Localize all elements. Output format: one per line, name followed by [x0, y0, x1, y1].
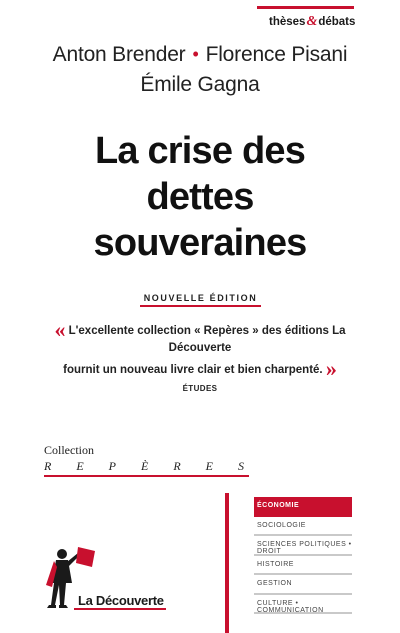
- collection-rule: [44, 475, 249, 477]
- collection-letter: È: [140, 459, 149, 473]
- publisher-logo: [40, 545, 180, 615]
- quote-line: L'excellente collection « Repères » des éditions La Découverte: [68, 325, 346, 354]
- collection-letter: R: [44, 459, 52, 473]
- collection-letter: S: [237, 459, 244, 473]
- collection-label: Collection: [44, 443, 94, 457]
- series-tag: [257, 6, 354, 30]
- quote-source: ÉTUDES: [182, 384, 218, 393]
- publisher-name: La Découverte: [78, 593, 164, 608]
- subject-item-economie: ÉCONOMIE: [254, 497, 352, 517]
- quote-line: fournit un nouveau livre clair et bien charpenté.: [63, 364, 323, 376]
- collection-letter: P: [108, 459, 116, 473]
- series-part2: débats: [318, 16, 356, 28]
- series-ampersand: &: [306, 14, 318, 29]
- author-name: Anton Brender: [52, 43, 186, 66]
- collection-name: [44, 459, 249, 474]
- subject-item-sociologie: SOCIOLOGIE: [254, 517, 352, 537]
- press-quote: [50, 318, 350, 397]
- title-line: dettes: [146, 176, 254, 218]
- author-name: Émile Gagna: [140, 73, 260, 96]
- authors: [0, 40, 400, 100]
- quote-close-mark: »: [325, 356, 337, 381]
- series-part1: thèses: [269, 16, 306, 28]
- collection-letter: E: [205, 459, 213, 473]
- subjects-accent-bar: [225, 493, 229, 633]
- publisher-rule: [74, 608, 166, 610]
- subject-item-gestion: GESTION: [254, 575, 352, 595]
- edition-label: NOUVELLE ÉDITION: [140, 293, 261, 307]
- collection-letter: R: [173, 459, 181, 473]
- subject-item-sciences-politiques: SCIENCES POLITIQUES • DROIT: [254, 536, 352, 556]
- subjects-list: [254, 497, 352, 614]
- quote-open-mark: «: [54, 317, 66, 342]
- title-line: La crise des: [94, 130, 306, 172]
- author-separator: •: [192, 44, 199, 64]
- collection-letter: E: [76, 459, 84, 473]
- author-name: Florence Pisani: [205, 43, 348, 66]
- subject-item-culture: CULTURE • COMMUNICATION: [254, 595, 352, 615]
- book-title: [0, 128, 400, 266]
- subject-item-histoire: HISTOIRE: [254, 556, 352, 576]
- title-line: souveraines: [93, 222, 307, 264]
